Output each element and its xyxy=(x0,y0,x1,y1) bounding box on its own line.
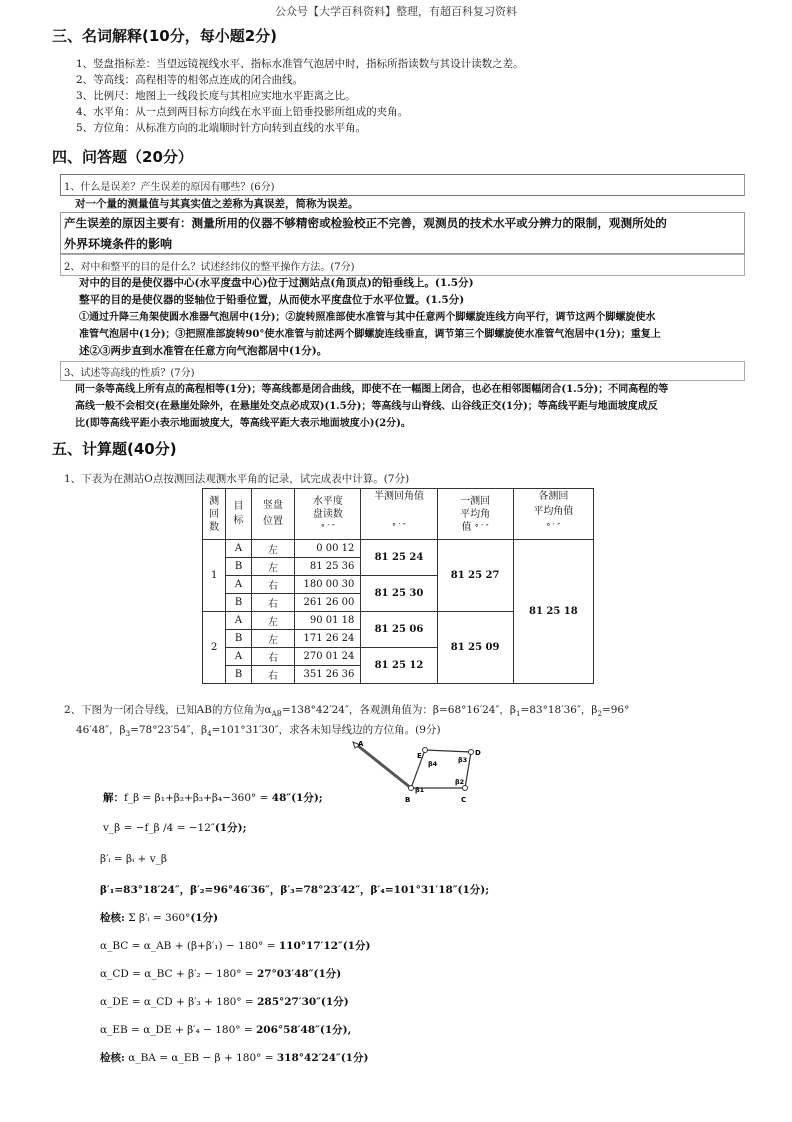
position-cell: 左 xyxy=(251,540,295,558)
reading-cell: 0 00 12 xyxy=(295,540,361,558)
solution-check-2: 检核: α_BA = α_EB − β + 180° = 318°42′24″(1分) xyxy=(100,1052,369,1064)
question-2: 2、对中和整平的目的是什么？试述经纬仪的整平操作方法。(7分) xyxy=(64,262,355,273)
solution-check-1: 检核: Σ β′ᵢ = 360°(1分) xyxy=(100,912,219,924)
calc-question-1: 1、下表为在测站O点按测回法观测水平角的记录，试完成表中计算。(7分) xyxy=(64,473,410,485)
reading-cell: 351 26 36 xyxy=(295,666,361,684)
solution-line-8: α_DE = α_CD + β′₃ + 180° = 285°27′30″(1分) xyxy=(100,996,349,1008)
reading-cell: 261 26 00 xyxy=(295,594,361,612)
point-e-marker xyxy=(423,748,428,753)
label-a: A xyxy=(358,740,364,748)
solution-line-6: α_BC = α_AB + (β+β′₁) − 180° = 110°17′12″(1分) xyxy=(100,940,371,952)
label-e: E xyxy=(417,752,422,760)
traverse-diagram xyxy=(345,740,495,808)
solution-line-2: v_β = −f_β /4 = −12″(1分); xyxy=(103,822,247,834)
half-round-cell: 81 25 12 xyxy=(361,648,437,684)
answer-1-line: 产生误差的原因主要有：测量所用的仪器不够精密或检验校正不完善，观测员的技术水平或分辨力的限制，观测所处的 xyxy=(64,216,667,230)
definition-item: 3、比例尺：地图上一线段长度与其相应实地水平距离之比。 xyxy=(76,90,356,102)
observation-table xyxy=(202,488,594,684)
half-round-cell: 81 25 30 xyxy=(361,576,437,612)
answer-2-line: 整平的目的是使仪器的竖轴位于铅垂位置，从而使水平度盘位于水平位置。(1.5分) xyxy=(79,294,465,306)
position-cell: 左 xyxy=(251,630,295,648)
round-number: 2 xyxy=(203,612,226,684)
header-half-round: 半测回角值 ° ′ ″ xyxy=(361,489,437,540)
target-cell: B xyxy=(226,630,251,648)
point-d-marker xyxy=(469,750,474,755)
answer-2-line: 述②③两步直到水准管在任意方向气泡都居中(1分)。 xyxy=(79,345,328,357)
header-reading: 水平度 盘读数 ° ′ ″ xyxy=(295,489,361,540)
label-d: D xyxy=(475,749,481,757)
header-vertical-position: 竖盘 位置 xyxy=(251,489,295,540)
header-round: 测 回 数 xyxy=(203,489,226,540)
target-cell: A xyxy=(226,612,251,630)
reading-cell: 81 25 36 xyxy=(295,558,361,576)
target-cell: A xyxy=(226,540,251,558)
section-5-title: 五、计算题(40分) xyxy=(52,440,177,458)
definition-item: 1、竖盘指标差：当望远镜视线水平、指标水准管气泡居中时，指标所指读数与其设计读数之差。 xyxy=(76,58,524,70)
answer-2-line: ①通过升降三角架使圆水准器气泡居中(1分)；②旋转照准部使水准管与其中任意两个脚螺旋连线方向平行，调节这两个脚螺旋使水 xyxy=(79,312,656,323)
point-b-marker xyxy=(409,786,414,791)
position-cell: 右 xyxy=(251,594,295,612)
answer-1-line: 对一个量的测量值与其真实值之差称为真误差，简称为误差。 xyxy=(75,198,359,210)
answer-3-line: 同一条等高线上所有点的高程相等(1分)；等高线都是闭合曲线，即使不在一幅图上闭合，也必在相邻图幅闭合(1.5分)；不同高程的等 xyxy=(75,384,669,395)
label-beta2: β2 xyxy=(455,778,465,786)
position-cell: 右 xyxy=(251,648,295,666)
target-cell: A xyxy=(226,648,251,666)
label-c: C xyxy=(461,796,467,804)
header-each-round: 各测回 平均角值 ° ′ ″ xyxy=(513,489,593,540)
half-round-cell: 81 25 06 xyxy=(361,612,437,648)
reading-cell: 180 00 30 xyxy=(295,576,361,594)
position-cell: 右 xyxy=(251,666,295,684)
reading-cell: 270 01 24 xyxy=(295,648,361,666)
definition-item: 4、水平角：从一点到两目标方向线在水平面上铅垂投影所组成的夹角。 xyxy=(76,106,409,118)
position-cell: 左 xyxy=(251,612,295,630)
one-round-cell: 81 25 27 xyxy=(437,540,513,612)
label-beta3: β3 xyxy=(458,756,468,764)
calc-question-2-line2: 46′48″，$\beta_3=78^\circ 23'54''$，$\beta_4=101^\circ 31'30''$，求各未知导线边的方位角。(9分) xyxy=(76,724,441,739)
answer-1-line: 外界环境条件的影响 xyxy=(64,237,173,251)
page-header: 公众号【大学百科资料】整理，有超百科复习资料 xyxy=(275,5,517,18)
header-one-round: 一测回 平均角 值 ° ′ ″ xyxy=(437,489,513,540)
solution-line-1: 解：f_β = β₁+β₂+β₃+β₄−360° = 48″(1分); xyxy=(103,792,323,804)
solution-line-9: α_EB = α_DE + β′₄ − 180° = 206°58′48″(1分), xyxy=(100,1024,352,1036)
point-c-marker xyxy=(463,786,468,791)
target-cell: A xyxy=(226,576,251,594)
question-1: 1、什么是误差？产生误差的原因有哪些？(6分) xyxy=(64,182,275,193)
label-beta1: β1 xyxy=(415,786,425,794)
answer-3-line: 比(即等高线平距小表示地面坡度大，等高线平距大表示地面坡度小)(2分)。 xyxy=(75,418,411,429)
label-b: B xyxy=(405,796,411,804)
solution-line-7: α_CD = α_BC + β′₂ − 180° = 27°03′48″(1分) xyxy=(100,968,342,980)
half-round-cell: 81 25 24 xyxy=(361,540,437,576)
position-cell: 右 xyxy=(251,576,295,594)
target-cell: B xyxy=(226,666,251,684)
one-round-cell: 81 25 09 xyxy=(437,612,513,684)
position-cell: 左 xyxy=(251,558,295,576)
definition-item: 2、等高线：高程相等的相邻点连成的闭合曲线。 xyxy=(76,74,304,86)
definitions-list xyxy=(76,56,776,136)
round-number: 1 xyxy=(203,540,226,612)
reading-cell: 90 01 18 xyxy=(295,612,361,630)
question-3: 3、试述等高线的性质？(7分) xyxy=(64,368,195,379)
answer-2-line: 对中的目的是使仪器中心(水平度盘中心)位于过测站点(角顶点)的铅垂线上。(1.5分) xyxy=(79,277,474,289)
line-ab xyxy=(357,745,411,788)
header-target: 目 标 xyxy=(226,489,251,540)
answer-2-line: 准管气泡居中(1分)；③把照准部旋转90°使水准管与前述两个脚螺旋连线垂直，调节第三个脚螺旋使水准管气泡居中(1分)；重复上 xyxy=(79,329,661,340)
section-3-title: 三、名词解释(10分，每小题2分) xyxy=(52,27,278,45)
target-cell: B xyxy=(226,558,251,576)
solution-line-3: β′ᵢ = βᵢ + v_β xyxy=(100,853,167,865)
reading-cell: 171 26 24 xyxy=(295,630,361,648)
section-4-title: 四、问答题（20分） xyxy=(52,148,193,166)
definition-item: 5、方位角：从标准方向的北端顺时针方向转到直线的水平角。 xyxy=(76,122,367,134)
target-cell: B xyxy=(226,594,251,612)
solution-line-4: β′₁=83°18′24″，β′₂=96°46′36″，β′₃=78°23′42″，β′₄=101°31′18″(1分); xyxy=(100,884,490,896)
calc-question-2-line1: 2、下图为一闭合导线，已知AB的方位角为$\alpha_{AB}=138^\circ 42'24''$，各观测角值为：β=68°16′24″，$\beta_1=83^\circ 18'36''$，$\beta_2=96^\circ$ xyxy=(64,704,630,719)
each-round-cell: 81 25 18 xyxy=(513,540,593,684)
label-beta4: β4 xyxy=(428,760,438,768)
answer-3-line: 高线一般不会相交(在悬崖处除外，在悬崖处交点必成双)(1.5分)；等高线与山脊线、山谷线正交(1分)；等高线平距与地面坡度成反 xyxy=(75,401,658,412)
